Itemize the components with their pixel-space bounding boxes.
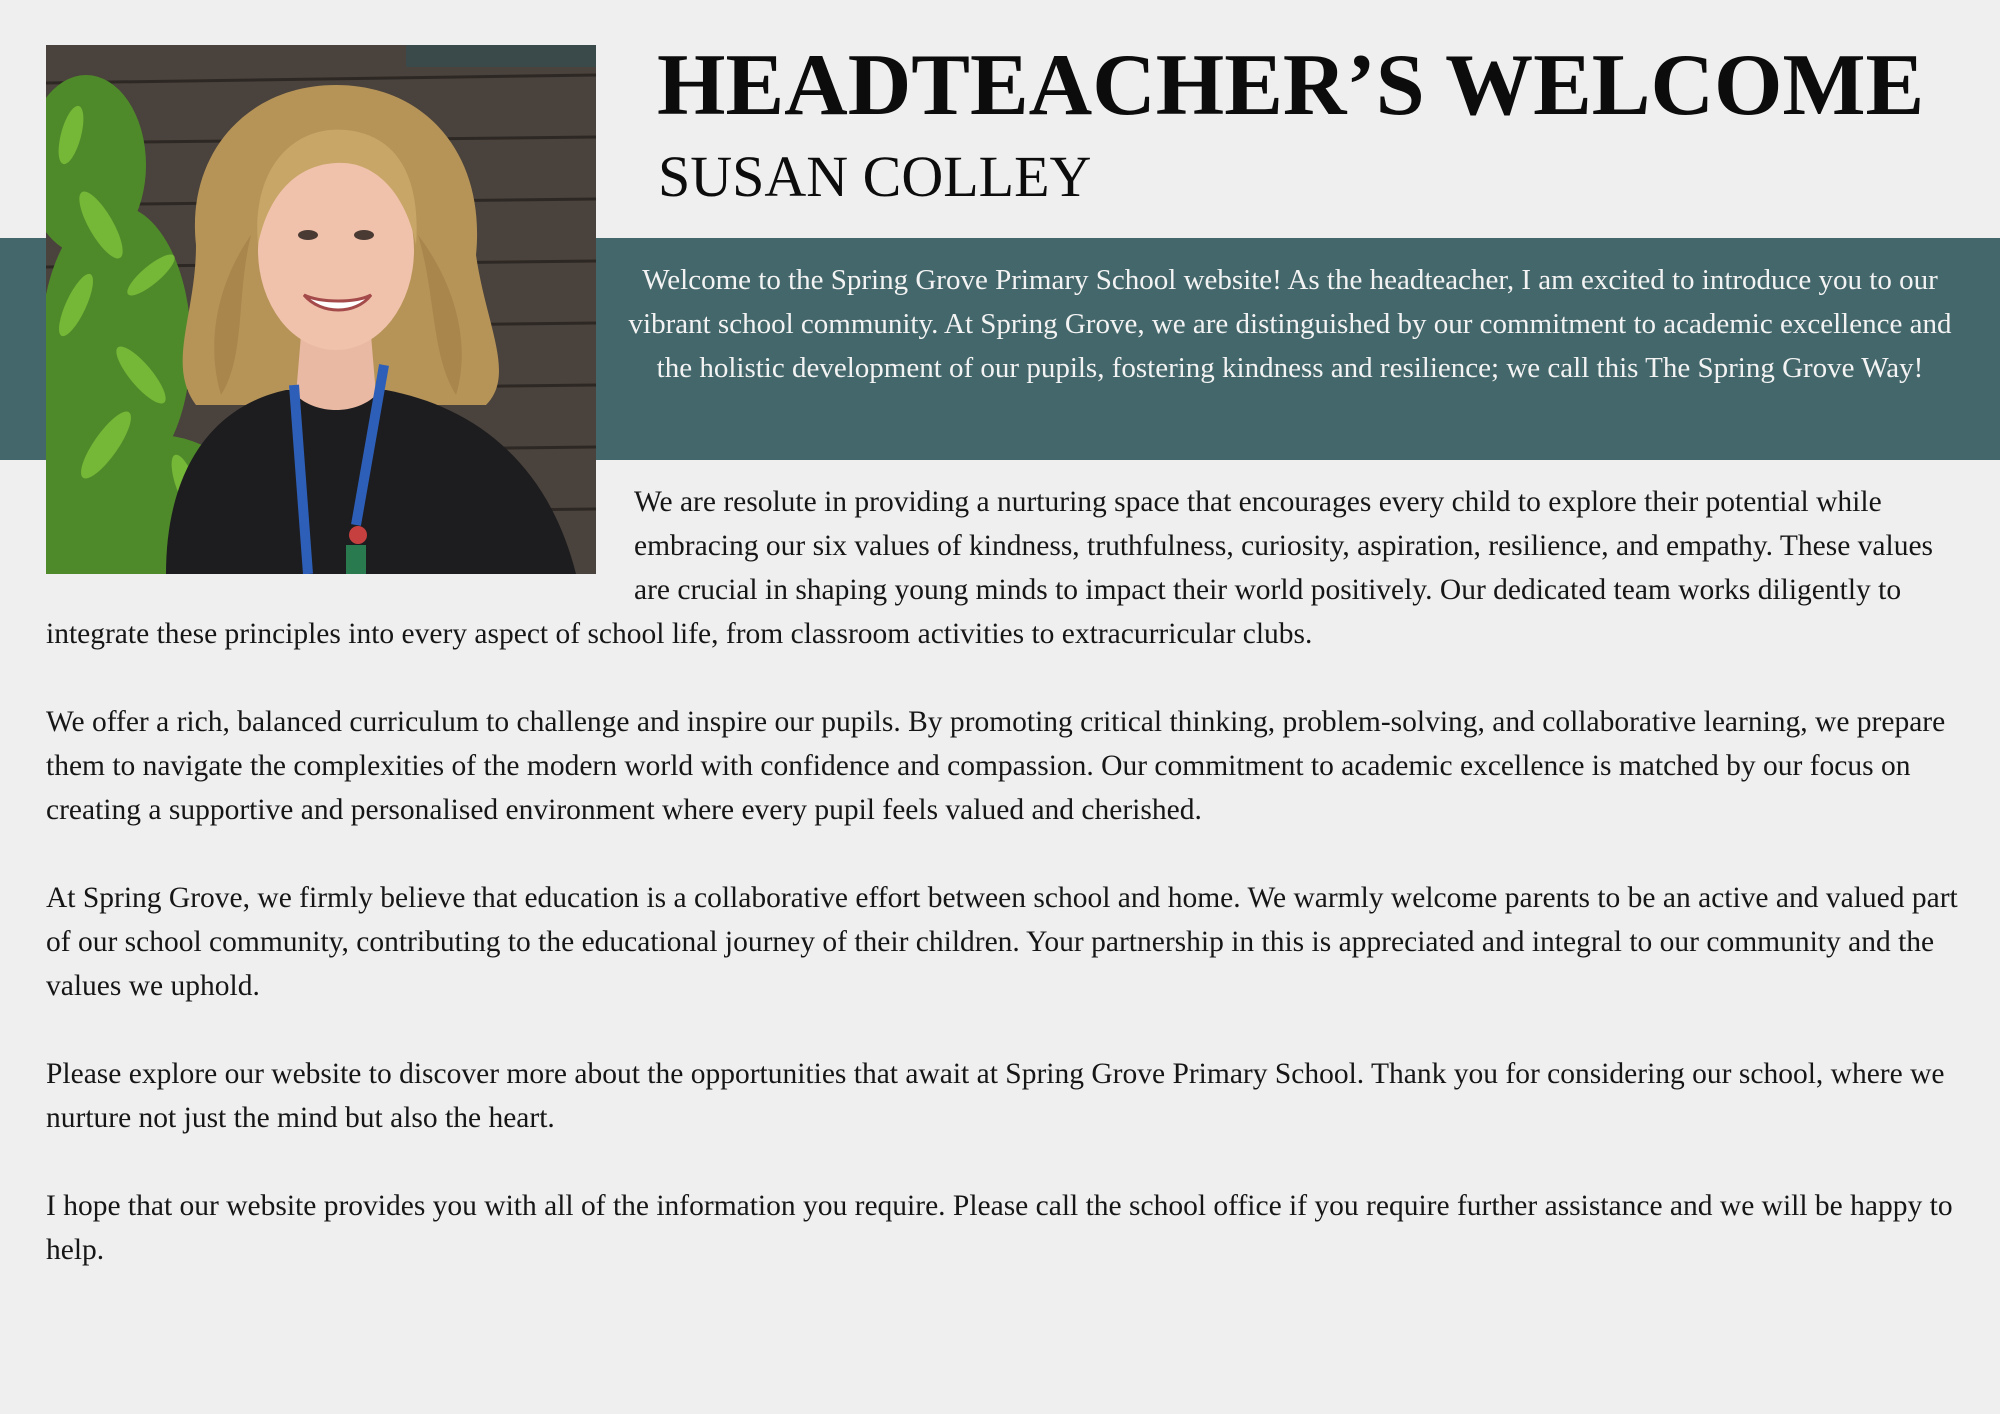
page-title: HEADTEACHER’S WELCOME: [657, 37, 1925, 134]
paragraph-explore: Please explore our website to discover more about the opportunities that await at Spring Grove Primary School. Thank you for considering our school, where we nurture not just the mind but also the heart.: [46, 1058, 1945, 1134]
intro-text: Welcome to the Spring Grove Primary School website! As the headteacher, I am excited to introduce you to our vibrant school community. At Spring Grove, we are distinguished by our commitment to academic excellence and the holistic development of our pupils, fostering kindness and resilience; we call this The Spring Grove Way!: [628, 264, 1952, 384]
photo-wrap-spacer: [46, 480, 634, 612]
paragraph-values: We are resolute in providing a nurturing space that encourages every child to explore their potential while embracing our six values of kindness, truthfulness, curiosity, aspiration, resilience, and empathy. These values are crucial in shaping young minds to impact their world positively. Our dedicated team works diligently to integrate these principles into every aspect of school life, from classroom activities to extracurricular clubs.: [46, 486, 1934, 650]
welcome-body: [46, 480, 1976, 1316]
paragraph-curriculum: We offer a rich, balanced curriculum to challenge and inspire our pupils. By promoting critical thinking, problem-solving, and collaborative learning, we prepare them to navigate the complexities of the modern world with confidence and compassion. Our commitment to academic excellence is matched by our focus on creating a supportive and personalised environment where every pupil feels valued and cherished.: [46, 706, 1946, 826]
paragraph-contact: I hope that our website provides you with all of the information you require. Please call the school office if you require further assistance and we will be happy to help.: [46, 1190, 1953, 1266]
headteacher-name: SUSAN COLLEY: [658, 144, 1092, 209]
paragraph-partnership: At Spring Grove, we firmly believe that education is a collaborative effort between school and home. We warmly welcome parents to be an active and valued part of our school community, contributing to the educational journey of their children. Your partnership in this is appreciated and integral to our community and the values we uphold.: [46, 882, 1958, 1002]
